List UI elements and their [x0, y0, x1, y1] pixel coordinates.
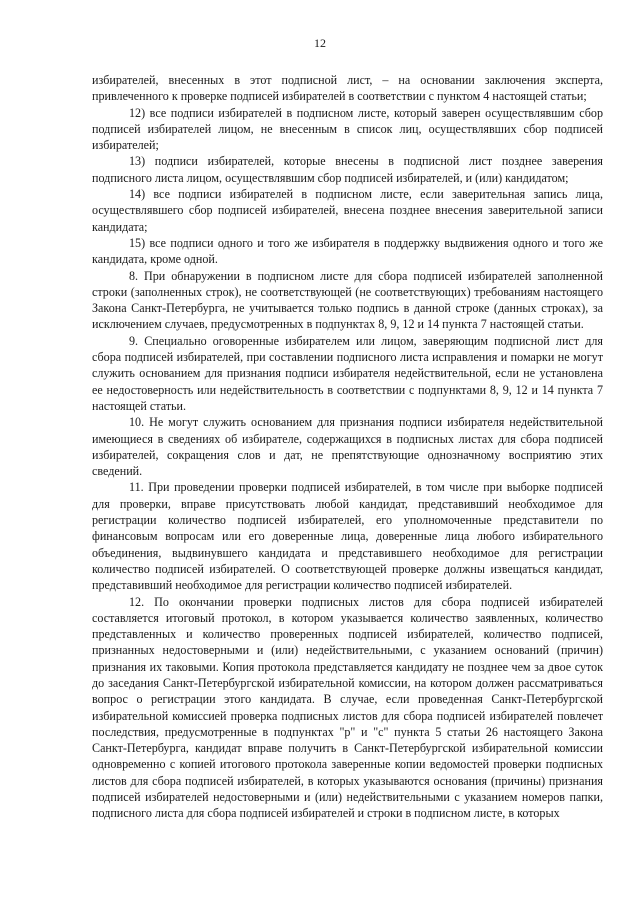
- paragraph-item-12: 12. По окончании проверки подписных листов для сбора подписей избирателей составляется итоговый протокол, в котором указывается количество заявленных, количество представленных и количество проверенных подписей избирателей, количество подписей, признанных недостоверными и (или) недействительными, с указанием оснований (причин) признания их таковыми. Копия протокола представляется кандидату не позднее чем за двое суток до заседания Санкт-Петербургской избирательной комиссии, на котором должен рассматриваться вопрос о регистрации этого кандидата. В случае, если проведенная Санкт-Петербургской избирательной комиссией проверка подписных листов для сбора подписей избирателей повлечет последствия, предусмотренные в подпунктах "р" и "с" пункта 5 статьи 26 настоящего Закона Санкт-Петербурга, кандидат вправе получить в Санкт-Петербургской избирательной комиссии одновременно с копией итогового протокола заверенные копии ведомостей проверки подписных листов для сбора подписей избирателей, в которых указываются основания (причины) признания подписей избирателей недостоверными и (или) недействительными с указанием номеров папки, подписного листа для сбора подписей избирателей и строки в подписном листе, в которых: [92, 594, 603, 821]
- paragraph-subitem-14: 14) все подписи избирателей в подписном листе, если заверительная запись лица, осуществлявшего сбор подписей избирателей, внесена позднее внесения заверительной записи кандидата;: [92, 187, 603, 234]
- paragraph-subitem-15: 15) все подписи одного и того же избирателя в поддержку выдвижения одного и того же кандидата, кроме одной.: [92, 235, 603, 267]
- paragraph-continuation: избирателей, внесенных в этот подписной лист, – на основании заключения эксперта, привлеченного к проверке подписей избирателей в соответствии с пунктом 4 настоящей статьи;: [92, 73, 603, 104]
- paragraph-subitem-12: 12) все подписи избирателей в подписном листе, который заверен осуществлявшим сбор подписей избирателей лицом, не внесенным в список лиц, осуществлявших сбор подписей избирателей;: [92, 105, 603, 153]
- paragraph-item-8: 8. При обнаружении в подписном листе для сбора подписей избирателей заполненной строки (заполненных строк), не соответствующей (не соответствующих) требованиям настоящего Закона Санкт-Петербурга, не учитывается только подпись в данной строке (данных строках), за исключением случаев, предусмотренных в подпунктах 8, 9, 12 и 14 пункта 7 настоящей статьи.: [92, 268, 603, 332]
- paragraph-item-9: 9. Специально оговоренные избирателем или лицом, заверяющим подписной лист для сбора подписей избирателей, при составлении подписного листа исправления и помарки не могут служить основанием для признания подписи избирателя недействительной, если не установлена ее недостоверность или недействительность в соответствии с подпунктами 8, 9, 12 и 14 пункта 7 настоящей статьи.: [92, 333, 603, 413]
- document-body: [92, 72, 603, 822]
- paragraph-subitem-13: 13) подписи избирателей, которые внесены в подписной лист позднее заверения подписного листа лицом, осуществлявшим сбор подписей избирателей, и (или) кандидатом;: [92, 154, 603, 185]
- page-number: 12: [314, 36, 326, 50]
- paragraph-item-11: 11. При проведении проверки подписей избирателей, в том числе при выборке подписей для проверки, вправе присутствовать любой кандидат, представивший необходимое для регистрации количество подписей избирателей, его уполномоченные представители по финансовым вопросам или его доверенные лица, доверенные лица любого избирательного объединения, выдвинувшего кандидата и представившего необходимое для регистрации количество подписей избирателей. О соответствующей проверке должны извещаться кандидат, представивший необходимое для регистрации количество подписей избирателей.: [92, 480, 603, 593]
- paragraph-item-10: 10. Не могут служить основанием для признания подписи избирателя недействительной имеющиеся в сведениях об избирателе, содержащихся в подписных листах для сбора подписей избирателей, сокращения слов и дат, не препятствующие однозначному восприятию этих сведений.: [92, 415, 603, 479]
